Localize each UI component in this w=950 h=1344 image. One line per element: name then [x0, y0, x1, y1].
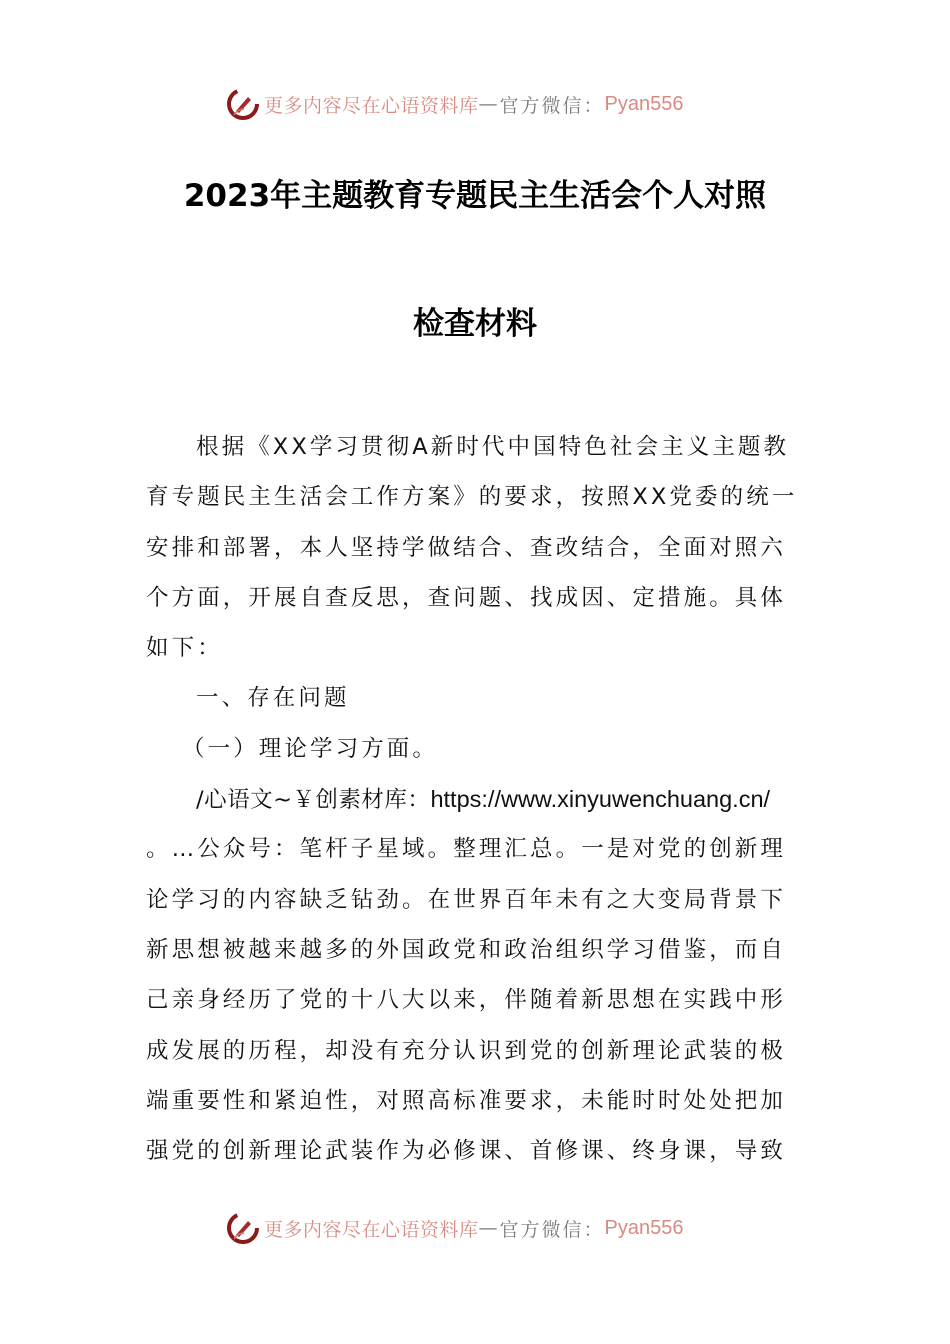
header-watermark-banner	[226, 84, 726, 124]
body-line: 新思想被越来越多的外国政党和政治组织学习借鉴，而自	[146, 936, 787, 963]
source-prefix: /心语文~￥创素材库：	[196, 787, 431, 814]
quill-pen-logo-icon	[226, 1211, 260, 1245]
paragraph-line: 个方面，开展自查反思，查问题、找成因、定措施。具体	[146, 584, 787, 611]
watermark-wechat-id: Pyan556	[604, 92, 684, 115]
watermark-wechat-label: 官方微信：	[499, 1218, 605, 1241]
body-line: 论学习的内容缺乏钻劲。在世界百年未有之大变局背景下	[146, 886, 787, 913]
subsection-heading: （一）理论学习方面。	[182, 735, 439, 762]
source-line	[146, 774, 806, 824]
paragraph-line: 安排和部署，本人坚持学做结合、查改结合，全面对照六	[146, 534, 787, 561]
paragraph-line: 如下：	[146, 635, 223, 662]
watermark-dash: —	[478, 93, 500, 115]
watermark-site-text: 更多内容尽在心语资料库	[264, 1218, 479, 1241]
document-body	[146, 422, 806, 1176]
body-line: 强党的创新理论武装作为必修课、首修课、终身课，导致	[146, 1138, 787, 1165]
document-title-line2: 检查材料	[413, 306, 537, 342]
body-line: 成发展的历程，却没有充分认识到党的创新理论武装的极	[146, 1037, 787, 1064]
footer-watermark-banner	[226, 1208, 726, 1248]
body-line: 端重要性和紧迫性，对照高标准要求，未能时时处处把加	[146, 1087, 787, 1114]
watermark-wechat-label: 官方微信：	[499, 94, 605, 117]
watermark-dash: —	[478, 1217, 500, 1239]
body-line: 己亲身经历了党的十八大以来，伴随着新思想在实践中形	[146, 987, 787, 1014]
quill-pen-logo-icon	[226, 87, 260, 121]
section-heading: 一、存在问题	[196, 685, 350, 712]
watermark-site-text: 更多内容尽在心语资料库	[264, 94, 479, 117]
watermark-wechat-id: Pyan556	[604, 1216, 684, 1239]
paragraph-line: 育专题民主生活会工作方案》的要求，按照XX党委的统一	[146, 484, 798, 511]
body-line: 。…公众号：笔杆子星域。整理汇总。一是对党的创新理	[146, 836, 787, 863]
paragraph-line: 根据《XX学习贯彻A新时代中国特色社会主义主题教	[196, 434, 790, 460]
document-title-line1: 2023年主题教育专题民主生活会个人对照	[183, 178, 767, 214]
source-url-link[interactable]: https://www.xinyuwenchuang.cn/	[430, 786, 771, 813]
